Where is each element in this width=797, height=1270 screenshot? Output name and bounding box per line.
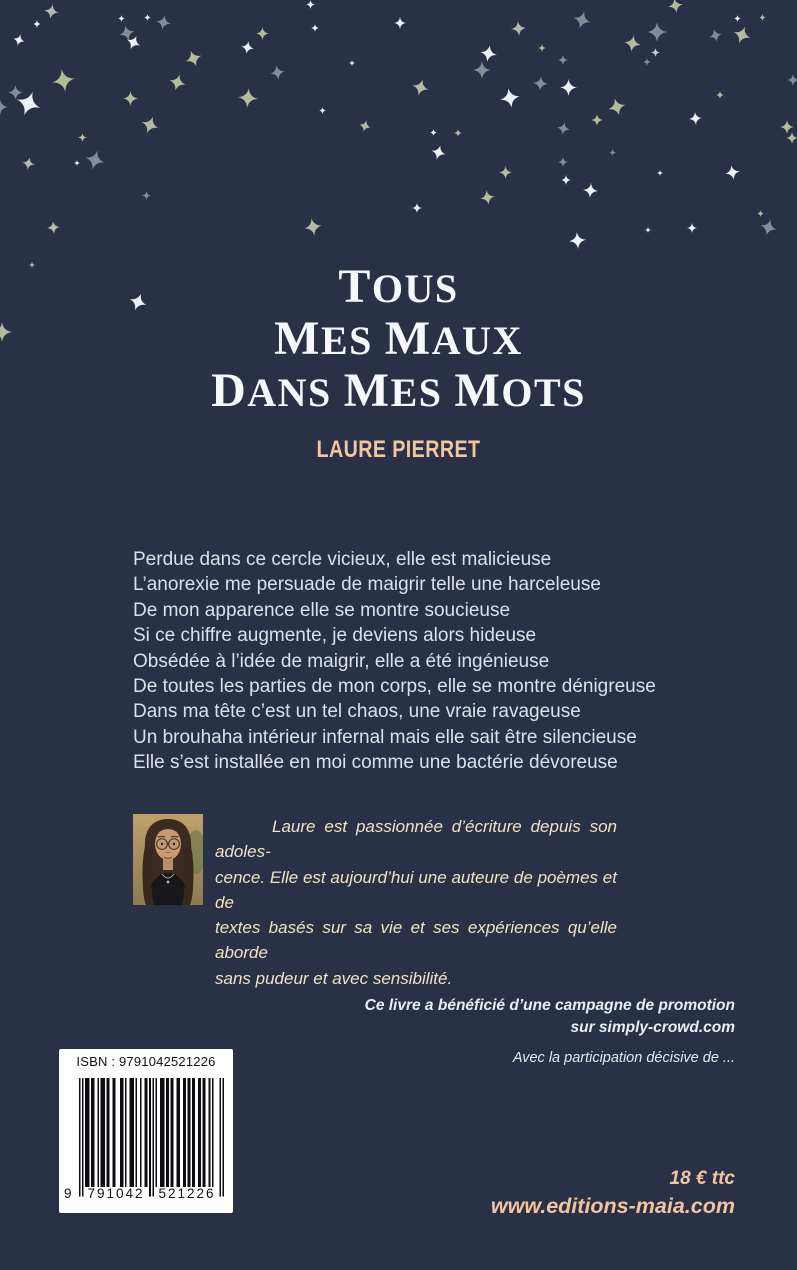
sparkle-star-icon (478, 188, 495, 205)
barcode-digits-right: 521226 (158, 1186, 216, 1201)
sparkle-star-icon (723, 163, 740, 180)
sparkle-star-icon (532, 75, 548, 91)
sparkle-star-icon (429, 143, 447, 161)
sparkle-star-icon (759, 14, 766, 21)
sparkle-star-icon (734, 15, 741, 22)
barcode-digits-left: 791042 (87, 1186, 145, 1201)
sparkle-star-icon (349, 60, 355, 66)
sparkle-star-icon (167, 72, 188, 93)
sparkle-star-icon (74, 160, 80, 166)
bio-line: Laure est passionnée d’écriture depuis son adoles- (215, 817, 617, 862)
sparkle-star-icon (560, 79, 577, 96)
sparkle-star-icon (144, 14, 151, 21)
sparkle-star-icon (757, 210, 764, 217)
sparkle-star-icon (78, 133, 87, 142)
title-word: MES (274, 312, 373, 365)
sparkle-star-icon (12, 33, 27, 48)
sparkle-star-icon (651, 48, 660, 57)
sparkle-star-icon (622, 33, 642, 53)
sparkle-star-icon (666, 0, 683, 14)
sparkle-star-icon (561, 175, 571, 185)
author-bio-section (133, 814, 617, 988)
sparkle-star-icon (555, 120, 570, 135)
sparkle-star-icon (319, 107, 326, 114)
poem-line: L’anorexie me persuade de maigrir telle une harceleuse (133, 574, 601, 596)
poem-line: Dans ma tête c’est un tel chaos, une vraie ravageuse (133, 701, 581, 723)
poem-line: Si ce chiffre augmente, je deviens alors hideuse (133, 625, 537, 647)
sparkle-star-icon (558, 55, 568, 65)
publisher-website: www.editions-maia.com (490, 1194, 735, 1218)
sparkle-star-icon (46, 220, 60, 234)
title-word: DANS (211, 364, 332, 417)
sparkle-star-icon (645, 227, 651, 233)
title-line-3 (0, 366, 797, 418)
sparkle-star-icon (33, 20, 41, 28)
price-label: 18 € ttc (669, 1168, 735, 1189)
sparkle-star-icon (311, 24, 319, 32)
title-line-1 (0, 262, 797, 314)
author-bio-text (215, 814, 617, 991)
sparkle-star-icon (591, 114, 603, 126)
promo-note (365, 995, 735, 1039)
sparkle-star-icon (50, 67, 77, 94)
title-line-2 (0, 314, 797, 366)
footer-block (491, 1166, 735, 1220)
sparkle-star-icon (256, 27, 269, 40)
sparkle-star-icon (118, 15, 125, 22)
participation-note: Avec la participation décisive de ... (512, 1050, 735, 1066)
sparkle-star-icon (538, 44, 546, 52)
sparkle-star-icon (582, 182, 598, 198)
poem-line: De toutes les parties de mon corps, elle se montre dénigreuse (133, 676, 656, 698)
bio-line: textes basés sur sa vie et ses expériences qu’elle aborde (215, 918, 617, 963)
sparkle-star-icon (268, 63, 285, 80)
sparkle-star-icon (707, 27, 723, 43)
title-word: MOTS (454, 364, 586, 417)
title-word: TOUS (338, 260, 459, 313)
sparkle-star-icon (609, 149, 616, 156)
book-title (0, 262, 797, 418)
sparkle-star-icon (154, 13, 171, 30)
sparkle-star-icon (647, 22, 667, 42)
promo-line-1: Ce livre a bénéficié d’une campagne de promotion (364, 997, 735, 1014)
poem-line: Un brouhaha intérieur infernal mais elle sait être silencieuse (133, 726, 637, 748)
sparkle-star-icon (571, 9, 593, 31)
poem-block (133, 547, 656, 776)
barcode-icon (79, 1078, 224, 1226)
title-word: MAUX (384, 312, 523, 365)
sparkle-star-icon (787, 74, 797, 86)
poem-line: Obsédée à l’idée de maigrir, elle a été ingénieuse (133, 650, 550, 672)
sparkle-star-icon (358, 119, 373, 134)
sparkle-star-icon (606, 96, 628, 118)
bio-line: sans pudeur et avec sensibilité. (215, 968, 453, 988)
sparkle-star-icon (138, 113, 161, 136)
sparkle-star-icon (730, 23, 753, 46)
poem-line: Elle s’est installée en moi comme une bactérie dévoreuse (133, 752, 618, 774)
poem-line: Perdue dans ce cercle vicieux, elle est malicieuse (133, 549, 552, 570)
sparkle-star-icon (412, 203, 422, 213)
promo-line-2: sur simply-crowd.com (570, 1019, 735, 1036)
sparkle-star-icon (83, 148, 107, 172)
barcode-digit-first: 9 (64, 1186, 72, 1201)
sparkle-star-icon (237, 87, 259, 109)
sparkle-star-icon (454, 129, 462, 137)
sparkle-star-icon (478, 43, 498, 63)
sparkle-star-icon (473, 61, 491, 79)
sparkle-star-icon (20, 155, 35, 170)
sparkle-star-icon (687, 223, 697, 233)
sparkle-star-icon (182, 47, 204, 69)
poem-line: De mon apparence elle se montre soucieuse (133, 599, 511, 621)
bio-line: cence. Elle est aujourd’hui une auteure de poèmes et de (215, 867, 617, 912)
author-name: LAURE PIERRET (316, 436, 481, 463)
sparkle-star-icon (142, 191, 151, 200)
sparkle-star-icon (239, 39, 254, 54)
sparkle-star-icon (716, 91, 724, 99)
author-photo (133, 814, 203, 905)
sparkle-star-icon (558, 157, 568, 167)
sparkle-star-icon (758, 217, 779, 238)
sparkle-star-icon (123, 91, 138, 106)
sparkle-star-icon (410, 77, 431, 98)
title-word: MES (343, 364, 443, 417)
sparkle-star-icon (306, 0, 315, 9)
sparkle-star-icon (688, 111, 702, 125)
sparkle-star-icon (394, 17, 406, 29)
sparkle-star-icon (303, 217, 324, 238)
isbn-label: ISBN : 9791042521226 (76, 1054, 216, 1069)
barcode-panel (59, 1049, 233, 1213)
sparkle-star-icon (42, 2, 59, 19)
sparkle-star-icon (657, 170, 663, 176)
sparkle-star-icon (568, 231, 586, 249)
sparkle-star-icon (510, 20, 526, 36)
sparkle-star-icon (643, 58, 651, 66)
sparkle-star-icon (8, 85, 23, 100)
sparkle-star-icon (0, 99, 8, 115)
sparkle-star-icon (499, 166, 512, 179)
sparkle-star-icon (498, 86, 521, 109)
sparkle-star-icon (786, 132, 797, 144)
sparkle-star-icon (430, 129, 437, 136)
